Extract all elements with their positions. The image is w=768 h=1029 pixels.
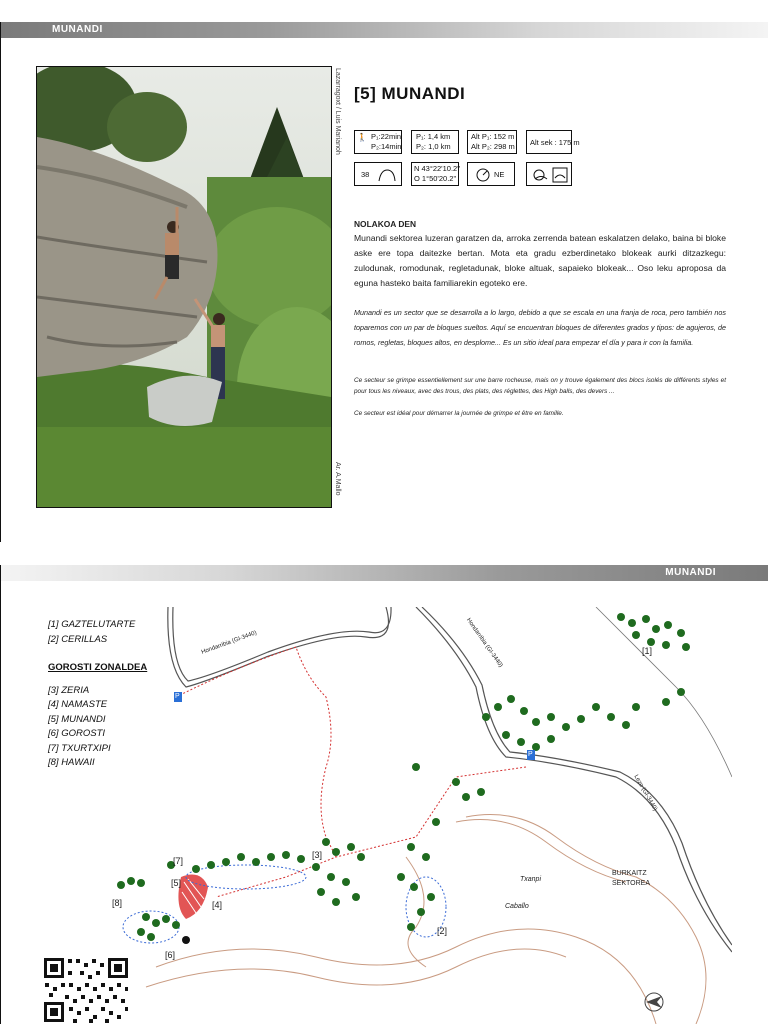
photo-illustration: [37, 67, 331, 507]
orientation-box: [467, 162, 515, 186]
legend-item: [5] MUNANDI: [48, 714, 106, 725]
left-rule-bottom: [0, 565, 1, 1024]
marker-8: [8]: [112, 898, 123, 908]
burkaitz-label-1: BURKAITZ: [612, 870, 647, 877]
legend-item: [8] HAWAII: [48, 757, 95, 768]
txanpi-label: Txanpi: [520, 876, 542, 883]
road-label-3: Lezo (GI-3440): [632, 774, 658, 812]
marker-6: [6]: [165, 950, 176, 960]
altitude-p1: Alt P₁: 152 m: [471, 132, 515, 141]
marker-3: [3]: [312, 850, 323, 860]
compass-icon: [475, 167, 491, 183]
marker-5: [5]: [171, 878, 182, 888]
parking-label-2: P: [528, 751, 533, 758]
legend-heading: GOROSTI ZONALDEA: [48, 662, 148, 673]
sector-altitude: Alt sek : 175 m: [530, 138, 580, 147]
description-heading: NOLAKOA DEN: [354, 219, 417, 229]
section-label: MUNANDI: [665, 567, 716, 578]
legend-item: [3] ZERIA: [48, 685, 90, 696]
description-basque: Munandi sektorea luzeran garatzen da, arroka zerrenda batean eskalatzen delako, baina bi bloke aske ere topa daitezke bertan. Mota eta gradu ezberdinetako blokeak aurki ditzazkegu: zulodunak, romodunak, regletadunak, bloke altuak, sapaieko blokeak... Oso leku aproposa da eguna hasteko baita familiarekin egoteko ere.: [354, 233, 726, 288]
burkaitz-label-2: SEKTOREA: [612, 880, 650, 887]
marker-4: [4]: [212, 900, 223, 910]
page-title: [5] MUNANDI: [354, 84, 466, 103]
coordinates-box: [411, 162, 459, 186]
photo-credit-bottom: Ar. A.Mallo: [334, 462, 341, 496]
left-rule: [0, 22, 1, 542]
approach-time-p1: P₁:22min: [371, 132, 402, 141]
road-label-2: Hondarribia (GI-3440): [464, 617, 504, 669]
marker-1: [1]: [642, 646, 653, 656]
orientation-value: NE: [494, 170, 505, 179]
road-label-1: Hondarribia (GI-3440): [200, 630, 258, 656]
altitude-box: [467, 130, 517, 154]
section-band: [0, 565, 768, 581]
description-french-2: Ce secteur est idéal pour démarrer la journée de grimpe et être en famille.: [354, 410, 564, 417]
qr-code[interactable]: [42, 956, 130, 1024]
photo-credit-top: Lazarragoxt / Luis Marianoh: [334, 68, 341, 155]
approach-time-p2: P₂:14min: [371, 142, 402, 151]
altitude-p2: Alt P₂: 298 m: [471, 142, 515, 151]
header-label: MUNANDI: [52, 24, 103, 35]
coordinates-n: N 43°22'10.2": [414, 164, 460, 173]
blocks-box: [354, 162, 402, 186]
weather-icon: [531, 166, 569, 184]
boulder-icon: [377, 167, 397, 183]
blocks-count: 38: [361, 170, 370, 179]
legend-item: [2] CERILLAS: [48, 634, 108, 645]
marker-7: [7]: [173, 856, 184, 866]
header-band: [0, 22, 768, 38]
distance-box: [411, 130, 459, 154]
sector-altitude-box: [526, 130, 580, 154]
legend-item: [7] TXURTXIPI: [48, 743, 111, 754]
legend-item: [1] GAZTELUTARTE: [48, 619, 136, 630]
marker-2: [2]: [437, 926, 448, 936]
description-french-1: Ce secteur se grimpe essentiellement sur une barre rocheuse, mais on y trouve également des blocs isolés de différents styles et pour tous les niveaux, avec des trous, des plats, des réglettes, des High balls, des devers ...: [354, 377, 726, 395]
caballo-label: Caballo: [505, 903, 529, 910]
coordinates-o: O 1°50'20.2": [414, 174, 457, 183]
description-spanish: Munandi es un sector que se desarrolla a lo largo, debido a que se escala en una franja de roca, pero también nos toparemos con un par de bloques sueltos. Aquí se encuentran bloques de diferentes grados y tipos: de agujeros, de romos, regletas, bloques altos, en desplome... Es un sitio ideal para empezar el día y para ir con la familia.: [354, 308, 726, 347]
weather-box: [526, 162, 572, 186]
legend-item: [6] GOROSTI: [48, 728, 106, 739]
climbing-photo: [36, 66, 332, 508]
walker-icon: 🚶: [357, 133, 367, 142]
approach-time-box: [354, 130, 402, 154]
distance-p1: P₁: 1,4 km: [416, 132, 451, 141]
parking-label-1: P: [175, 693, 180, 700]
distance-p2: P₂: 1,0 km: [416, 142, 451, 151]
legend-item: [4] NAMASTE: [48, 699, 108, 710]
